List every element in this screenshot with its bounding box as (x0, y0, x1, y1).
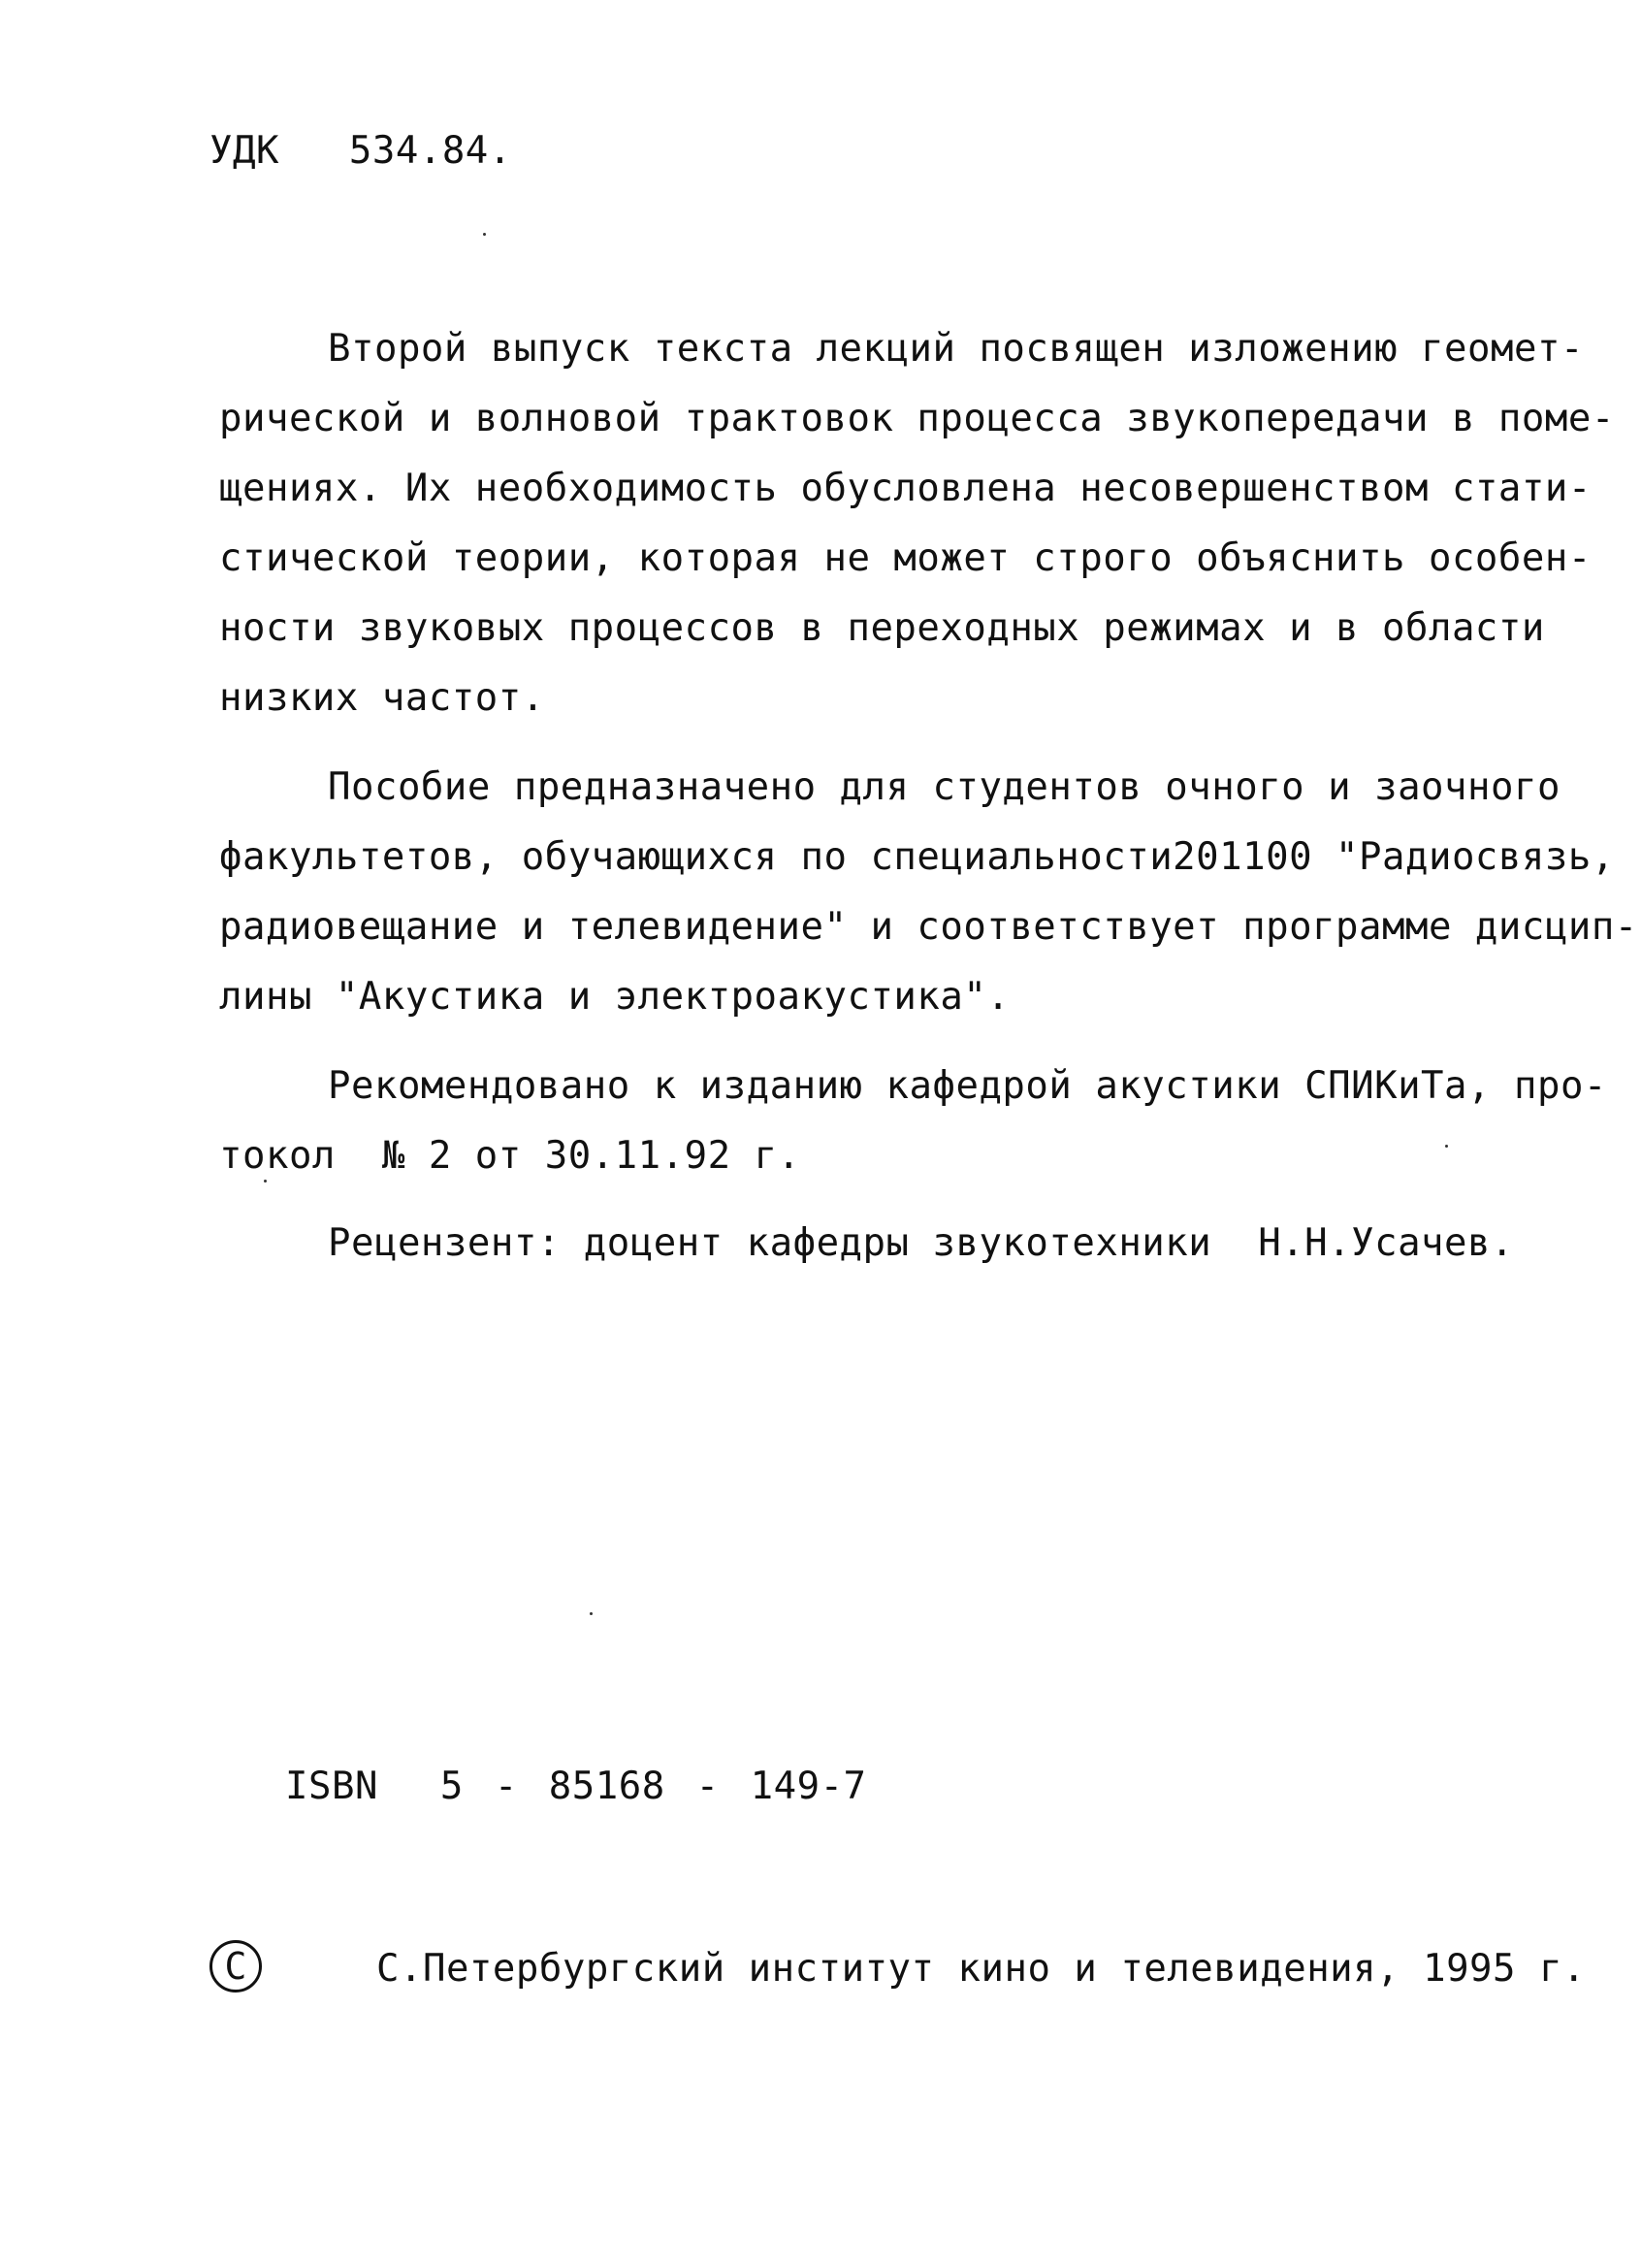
recommendation-line: токол № 2 от 30.11.92 г. (219, 1134, 801, 1178)
scan-speck (483, 233, 486, 236)
purpose-line: факультетов, обучающихся по специальности201100 "Радиосвязь, (219, 835, 1615, 879)
scan-speck (590, 1612, 593, 1615)
abstract-line: стической теории, которая не может строго объяснить особен- (219, 536, 1592, 580)
abstract-line: ности звуковых процессов в переходных режимах и в области (219, 606, 1545, 650)
scan-speck (264, 1180, 267, 1183)
abstract-line: Второй выпуск текста лекций посвящен изложению геомет- (328, 327, 1584, 371)
abstract-line: щениях. Их необходимость обусловлена несовершенством стати- (219, 467, 1592, 510)
copyright-text: С.Петербургский институт кино и телевидения, 1995 г. (376, 1947, 1586, 1991)
purpose-line: лины "Акустика и электроакустика". (219, 975, 1011, 1019)
purpose-line: Пособие предназначено для студентов очного и заочного (328, 765, 1561, 809)
abstract-line: низких частот. (219, 676, 545, 720)
purpose-line: радиовещание и телевидение" и соответствует программе дисцип- (219, 905, 1638, 949)
scan-speck (1445, 1145, 1448, 1148)
reviewer-line: Рецензент: доцент кафедры звукотехники Н.Н.Усачев. (328, 1221, 1514, 1265)
recommendation-line: Рекомендовано к изданию кафедрой акустики СПИКиТа, про- (328, 1064, 1607, 1108)
isbn-number: ISBN 5 - 85168 - 149-7 (285, 1765, 867, 1808)
abstract-line: рической и волновой трактовок процесса звукопередачи в поме- (219, 397, 1615, 440)
udk-code: УДК 534.84. (209, 129, 512, 173)
copyright-icon: C (209, 1940, 262, 1993)
